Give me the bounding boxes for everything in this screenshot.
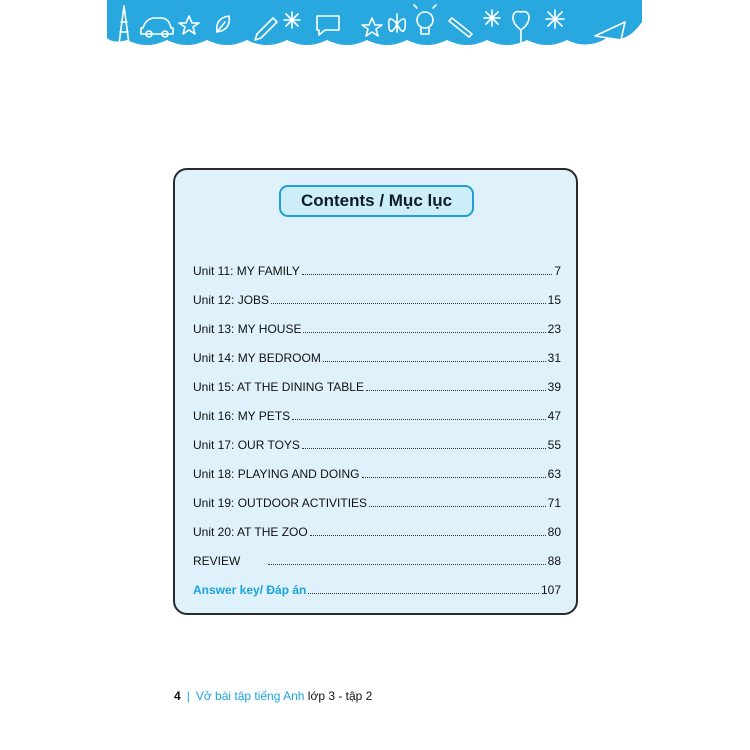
toc-entry-review[interactable] (193, 539, 561, 568)
toc-entry-unit-11[interactable] (193, 249, 561, 278)
dot-leader (369, 505, 546, 507)
dot-leader (302, 447, 546, 449)
snowflake-icon (546, 10, 564, 28)
toc-entry-page: 47 (547, 409, 561, 423)
toc-entry-page: 39 (547, 380, 561, 394)
toc-entry-unit-16[interactable] (193, 394, 561, 423)
page-footer (174, 689, 372, 703)
toc-entry-page: 107 (540, 583, 561, 597)
toc-entry-label: Unit 14: MY BEDROOM (193, 351, 321, 365)
dot-leader (268, 563, 545, 565)
toc-entry-label: Unit 13: MY HOUSE (193, 322, 302, 336)
toc-entry-page: 15 (547, 293, 561, 307)
dot-leader (366, 389, 546, 391)
table-of-contents-box (173, 168, 578, 615)
toc-entry-label: Unit 11: MY FAMILY (193, 264, 300, 278)
toc-entry-unit-14[interactable] (193, 336, 561, 365)
toc-entry-page: 31 (547, 351, 561, 365)
toc-entry-unit-12[interactable] (193, 278, 561, 307)
toc-entry-unit-20[interactable] (193, 510, 561, 539)
toc-entry-label: Unit 15: AT THE DINING TABLE (193, 380, 364, 394)
toc-entry-label: Unit 12: JOBS (193, 293, 270, 307)
top-decorative-banner (107, 0, 642, 52)
dot-leader (310, 534, 546, 536)
toc-entry-unit-17[interactable] (193, 423, 561, 452)
toc-entry-unit-18[interactable] (193, 452, 561, 481)
toc-entry-page: 80 (547, 525, 561, 539)
dot-leader (292, 418, 545, 420)
toc-entry-label: Answer key/ Đáp án (193, 583, 307, 597)
toc-entry-label: Unit 17: OUR TOYS (193, 438, 300, 452)
toc-entry-label: Unit 19: OUTDOOR ACTIVITIES (193, 496, 368, 510)
dot-leader (303, 331, 545, 333)
toc-entry-page: 71 (547, 496, 561, 510)
contents-title: Contents / Mục lục (279, 185, 474, 217)
toc-entry-label: Unit 18: PLAYING AND DOING (193, 467, 360, 481)
snowflake-icon (284, 12, 300, 28)
toc-entry-answer-key[interactable] (193, 568, 561, 597)
toc-entry-page: 23 (547, 322, 561, 336)
dot-leader (323, 360, 546, 362)
dot-leader (271, 302, 546, 304)
book-series-title: Vở bài tập tiếng Anh (195, 689, 305, 703)
toc-entry-page: 88 (547, 554, 561, 568)
toc-list (193, 249, 561, 597)
toc-entry-unit-13[interactable] (193, 307, 561, 336)
dot-leader (308, 592, 539, 594)
dot-leader (302, 273, 553, 275)
toc-entry-label: REVIEW (193, 554, 241, 568)
snowflake-icon (484, 10, 500, 26)
banner-graphic (107, 0, 642, 52)
toc-entry-label: Unit 16: MY PETS (193, 409, 291, 423)
toc-entry-page: 55 (547, 438, 561, 452)
dot-leader (362, 476, 546, 478)
toc-entry-unit-15[interactable] (193, 365, 561, 394)
page-number: 4 (174, 689, 181, 703)
toc-entry-label: Unit 20: AT THE ZOO (193, 525, 308, 539)
toc-entry-page: 7 (554, 264, 561, 278)
book-grade: lớp 3 - tập 2 (307, 689, 373, 703)
footer-separator: | (186, 689, 190, 703)
toc-entry-page: 63 (547, 467, 561, 481)
toc-entry-unit-19[interactable] (193, 481, 561, 510)
